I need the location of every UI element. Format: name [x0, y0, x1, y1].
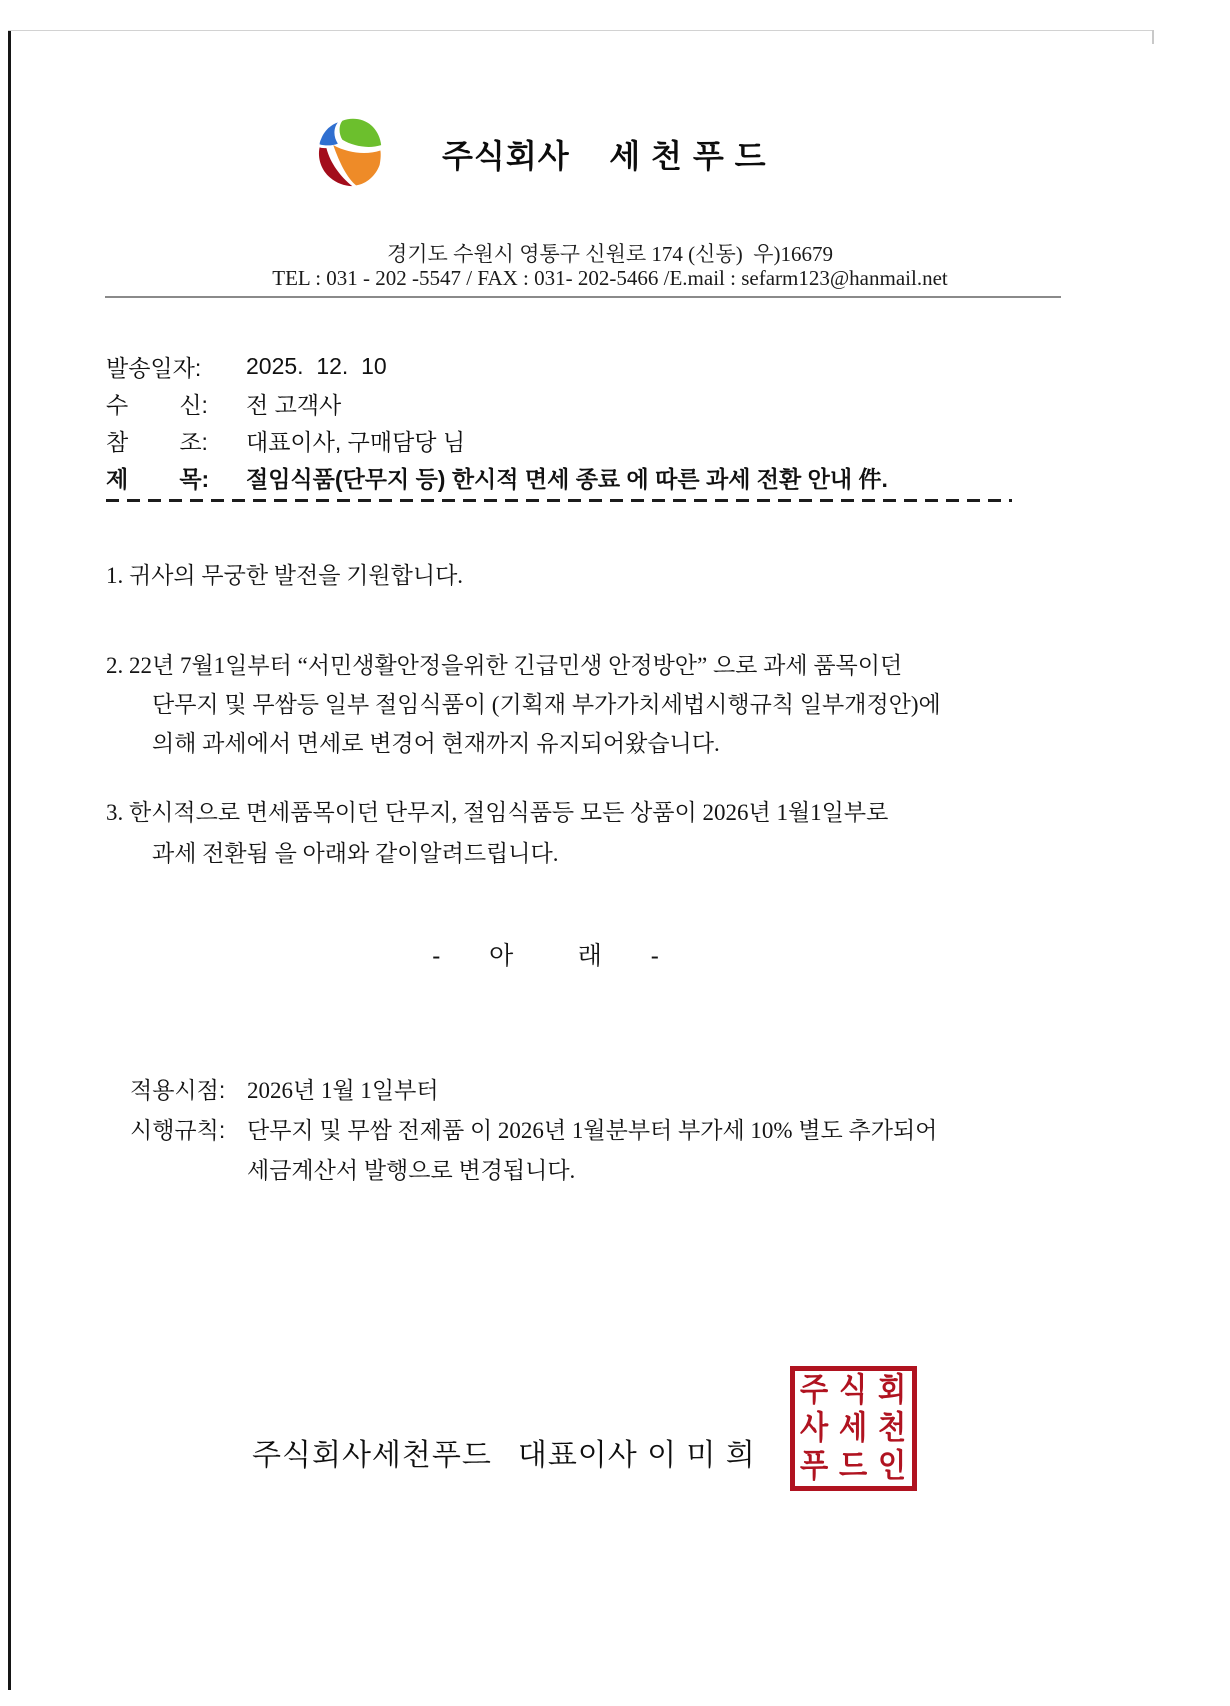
- tax-change-details: [130, 1068, 1080, 1188]
- meta-row-cc: [106, 422, 1036, 459]
- meta-value-send-date: 2025. 12. 10: [246, 353, 387, 379]
- paragraph-line: 1. 귀사의 무궁한 발전을 기원합니다.: [106, 563, 464, 588]
- company-logo-icon: [311, 117, 389, 193]
- seal-char: 천: [878, 1409, 907, 1446]
- logo-petal-blue: [320, 122, 338, 145]
- background-paragraph: [106, 646, 941, 763]
- logo-swirl-icon: [311, 117, 389, 193]
- paragraph-line: 3. 한시적으로 면세품목이던 단무지, 절임식품등 모든 상품이 2026년 1월1일부로: [106, 800, 889, 825]
- meta-row-recipient: [106, 385, 1036, 422]
- detail-row-effective-date: [130, 1068, 1080, 1108]
- seal-char: 드: [839, 1448, 868, 1485]
- scan-edge-right-tick: [1152, 30, 1154, 44]
- seal-char: 회: [878, 1371, 907, 1408]
- scan-edge-left: [8, 30, 11, 1690]
- meta-value-subject: 절임식품(단무지 등) 한시적 면세 종료 에 따른 과세 전환 안내 件.: [246, 466, 888, 492]
- paragraph-line: 단무지 및 무쌈등 일부 절임식품이 (기획재 부가가치세법시행규칙 일부개정안)에: [152, 692, 941, 717]
- meta-label-cc: 참 조:: [106, 429, 208, 455]
- seal-char: 식: [839, 1371, 868, 1408]
- detail-value-enforcement-rule: 단무지 및 무쌈 전제품 이 2026년 1월분부터 부가세 10% 별도 추가되어: [247, 1117, 938, 1143]
- company-title: 주식회사 세 천 푸 드: [442, 138, 767, 174]
- signature-line: [252, 1430, 756, 1474]
- notice-paragraph: [106, 792, 888, 874]
- detail-row-continuation: [130, 1148, 1080, 1188]
- detail-label-enforcement-rule: 시행규칙:: [130, 1116, 226, 1143]
- detail-value-continuation: 세금계산서 발행으로 변경됩니다.: [247, 1157, 576, 1183]
- seal-char: 주: [800, 1371, 829, 1408]
- meta-label-send-date: 발송일자:: [106, 355, 202, 381]
- meta-value-cc: 대표이사, 구매담당 님: [246, 429, 466, 455]
- paragraph-line: 의해 과세에서 면세로 변경어 현재까지 유지되어왔습니다.: [152, 731, 720, 756]
- company-address: 경기도 수원시 영통구 신원로 174 (신동) 우)16679: [386, 242, 834, 266]
- seal-char: 인: [878, 1448, 907, 1485]
- seal-char: 푸: [800, 1448, 829, 1485]
- dashed-divider: [106, 499, 1012, 502]
- detail-value-effective-date: 2026년 1월 1일부터: [247, 1077, 439, 1103]
- meta-label-subject: 제 목:: [106, 466, 210, 492]
- meta-value-recipient: 전 고객사: [246, 392, 342, 418]
- company-contact-line: TEL : 031 - 202 -5547 / FAX : 031- 202-5466 /E.mail : sefarm123@hanmail.net: [272, 266, 948, 290]
- paragraph-line: 2. 22년 7월1일부터 “서민생활안정을위한 긴급민생 안정방안” 으로 과세 품목이던: [106, 653, 903, 678]
- paragraph-line: 과세 전환됨 을 아래와 같이알려드립니다.: [152, 841, 559, 866]
- greeting-paragraph: [106, 560, 463, 592]
- meta-row-subject: [106, 459, 1036, 496]
- detail-label-effective-date: 적용시점:: [130, 1076, 226, 1103]
- detail-row-enforcement-rule: [130, 1108, 1080, 1148]
- header-rule: [105, 296, 1061, 298]
- scan-edge-top: [8, 30, 1154, 31]
- section-marker-below: - 아 래 -: [432, 942, 660, 970]
- meta-label-recipient: 수 신:: [106, 392, 208, 418]
- corporate-seal: [790, 1366, 917, 1491]
- footer-signature: 대표이사 이 미 희: [517, 1439, 756, 1472]
- seal-char: 사: [800, 1409, 829, 1446]
- meta-row-send-date: [106, 348, 1036, 385]
- logo-petal-green: [340, 119, 382, 147]
- seal-char: 세: [839, 1409, 868, 1446]
- footer-company-name: 주식회사세천푸드: [252, 1439, 492, 1472]
- letter-meta: [106, 348, 1036, 496]
